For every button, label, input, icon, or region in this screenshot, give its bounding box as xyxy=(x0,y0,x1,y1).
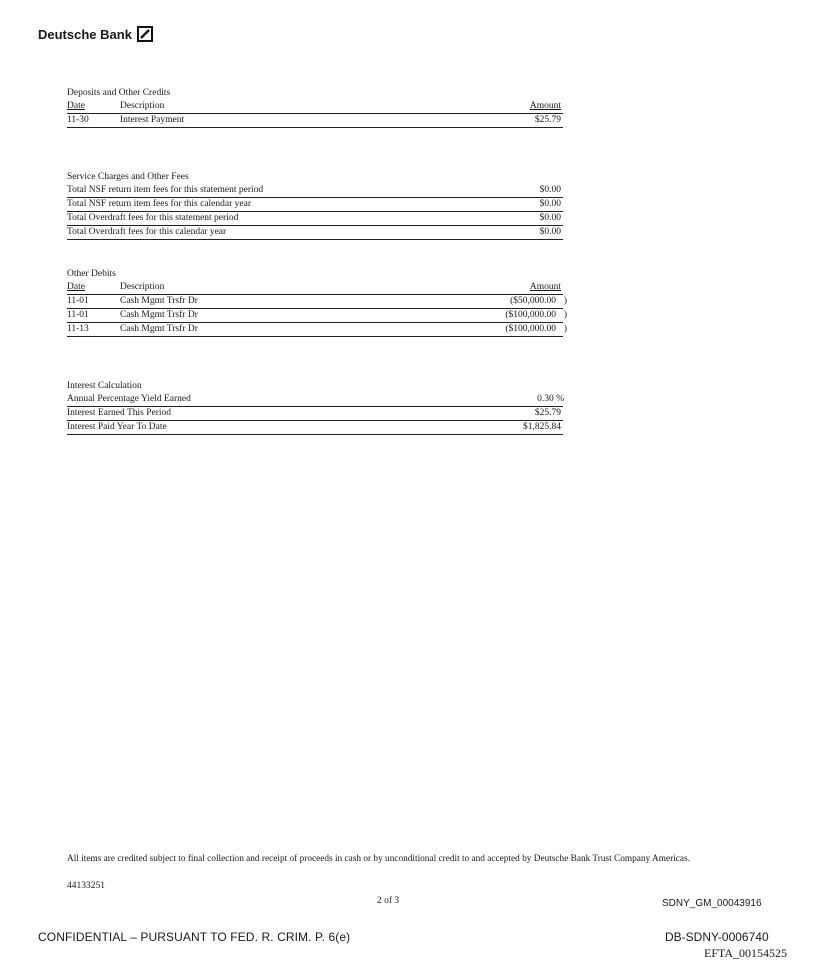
table-row xyxy=(67,323,567,337)
row-date: 11-01 xyxy=(67,296,89,306)
bates-number-sdny: SDNY_GM_00043916 xyxy=(662,898,762,909)
col-date-header: Date xyxy=(67,101,85,111)
row-amount: $0.00 xyxy=(539,213,561,223)
row-amount: 0.30 % xyxy=(537,394,564,404)
row-amount: ($50,000.00 xyxy=(510,296,556,306)
col-amount-header: Amount xyxy=(529,101,561,111)
disclaimer-text: All items are credited subject to final collection and receipt of proceeds in cash or by unconditional credit to and accepted by Deutsche Bank Trust Company Americas. xyxy=(67,854,690,864)
bank-logo xyxy=(38,26,153,42)
row-date: 11-30 xyxy=(67,115,89,125)
table-row xyxy=(67,198,563,212)
deutsche-bank-slash-logo-icon xyxy=(137,26,153,42)
row-description: Cash Mgmt Trsfr Dr xyxy=(120,310,198,320)
col-date-header: Date xyxy=(67,282,85,292)
confidential-notice: CONFIDENTIAL – PURSUANT TO FED. R. CRIM. P. 6(e) xyxy=(38,930,351,944)
row-label: Interest Paid Year To Date xyxy=(67,422,167,432)
deposits-section xyxy=(67,87,563,128)
bates-number-db: DB-SDNY-0006740 xyxy=(665,930,769,944)
account-reference: 44133251 xyxy=(67,881,105,891)
deposits-title: Deposits and Other Credits xyxy=(67,88,171,98)
debits-section xyxy=(67,268,567,337)
row-label: Annual Percentage Yield Earned xyxy=(67,394,191,404)
table-row xyxy=(67,309,567,323)
table-row xyxy=(67,295,567,309)
row-amount-close: ) xyxy=(563,296,567,306)
row-amount-close: ) xyxy=(563,310,567,320)
table-row xyxy=(67,393,563,407)
row-amount: $25.79 xyxy=(534,408,561,418)
table-row xyxy=(67,212,563,226)
row-amount: ($100,000.00 xyxy=(505,324,556,334)
efta-number: EFTA_00154525 xyxy=(704,946,788,960)
row-description: Interest Payment xyxy=(120,115,185,125)
col-amount-header: Amount xyxy=(529,282,561,292)
table-row xyxy=(67,114,563,128)
page-number: 2 of 3 xyxy=(377,896,400,906)
col-description-header: Description xyxy=(120,282,165,292)
row-amount: $0.00 xyxy=(539,199,561,209)
fees-title: Service Charges and Other Fees xyxy=(67,172,189,182)
row-label: Total Overdraft fees for this statement period xyxy=(67,213,239,223)
col-description-header: Description xyxy=(120,101,165,111)
fees-section xyxy=(67,171,563,240)
interest-section xyxy=(67,380,563,435)
row-label: Total NSF return item fees for this statement period xyxy=(67,185,264,195)
table-row xyxy=(67,407,563,421)
interest-title: Interest Calculation xyxy=(67,381,142,391)
row-amount: $0.00 xyxy=(539,185,561,195)
row-label: Total Overdraft fees for this calendar year xyxy=(67,227,227,237)
row-label: Total NSF return item fees for this calendar year xyxy=(67,199,251,209)
row-date: 11-01 xyxy=(67,310,89,320)
table-row xyxy=(67,184,563,198)
table-row xyxy=(67,421,563,435)
table-row xyxy=(67,226,563,240)
row-description: Cash Mgmt Trsfr Dr xyxy=(120,324,198,334)
debits-title: Other Debits xyxy=(67,269,116,279)
deposits-header-row xyxy=(67,100,563,114)
debits-header-row xyxy=(67,281,563,295)
row-amount: ($100,000.00 xyxy=(505,310,556,320)
row-date: 11-13 xyxy=(67,324,89,334)
row-label: Interest Earned This Period xyxy=(67,408,172,418)
row-amount-close: ) xyxy=(563,324,567,334)
brand-name: Deutsche Bank xyxy=(38,26,132,42)
row-amount: $1,825.84 xyxy=(523,422,561,432)
row-amount: $0.00 xyxy=(539,227,561,237)
row-amount: $25.79 xyxy=(534,115,561,125)
row-description: Cash Mgmt Trsfr Dr xyxy=(120,296,198,306)
